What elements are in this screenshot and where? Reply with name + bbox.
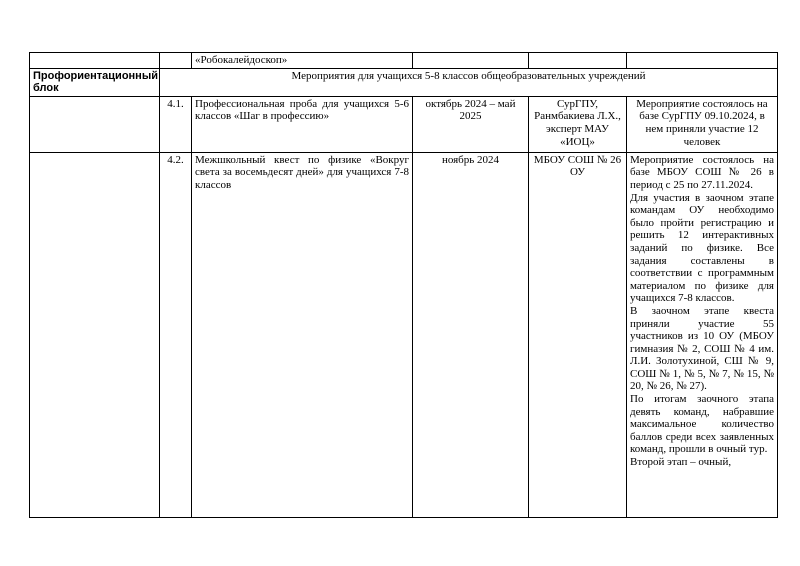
- org-cell-empty: [529, 53, 627, 69]
- row-number: 4.2.: [160, 152, 192, 517]
- block-cell-empty: [30, 152, 160, 517]
- table-row: [30, 96, 778, 152]
- block-cell-empty: [30, 53, 160, 69]
- date-cell: ноябрь 2024: [413, 152, 529, 517]
- result-cell: Мероприятие состоялось на базе СурГПУ 09.10.2024, в нем приняли участие 12 человек: [627, 96, 778, 152]
- table-row: [30, 152, 778, 517]
- block-cell-empty: [30, 96, 160, 152]
- date-cell: октябрь 2024 – май 2025: [413, 96, 529, 152]
- result-cell-empty: [627, 53, 778, 69]
- num-cell-empty: [160, 53, 192, 69]
- result-paragraph: По итогам заочного этапа девять команд, набравшие максимальное количество баллов среди всех заявленных команд, прошли в очный тур.: [630, 393, 774, 456]
- report-table: [29, 52, 778, 518]
- row-number: 4.1.: [160, 96, 192, 152]
- result-paragraph: Для участия в заочном этапе командам ОУ необходимо было пройти регистрацию и решить 12 интерактивных заданий по физике. Все задания составлены в соответствии с программным материалом по физике для учащихся 7-8 классов.: [630, 191, 774, 305]
- result-paragraph: Второй этап – очный,: [630, 456, 732, 469]
- section-header-row: [30, 68, 778, 96]
- event-cell: Межшкольный квест по физике «Вокруг света за восемьдесят дней» для учащихся 7-8 классов: [192, 152, 413, 517]
- org-cell: СурГПУ, Ранмбакиева Л.Х., эксперт МАУ «ИОЦ»: [529, 96, 627, 152]
- result-paragraph: Мероприятие состоялось на базе МБОУ СОШ № 26 в период с 25 по 27.11.2024.: [630, 153, 774, 191]
- event-cell: Профессиональная проба для учащихся 5-6 классов «Шаг в профессию»: [192, 96, 413, 152]
- block-label: Профориентационный блок: [30, 68, 160, 96]
- date-cell-empty: [413, 53, 529, 69]
- result-cell: [627, 152, 778, 517]
- table-row: [30, 53, 778, 69]
- section-header: Мероприятия для учащихся 5-8 классов общеобразовательных учреждений: [160, 68, 778, 96]
- org-cell: МБОУ СОШ № 26 ОУ: [529, 152, 627, 517]
- event-cell: «Робокалейдоскоп»: [192, 53, 413, 69]
- result-paragraph: В заочном этапе квеста приняли участие 55 участников из 10 ОУ (МБОУ гимназия № 2, СОШ № 4 им. Л.И. Золотухиной, СШ № 9, СОШ № 1, № 5, № 7, № 15, № 20, № 26, № 27).: [630, 304, 774, 393]
